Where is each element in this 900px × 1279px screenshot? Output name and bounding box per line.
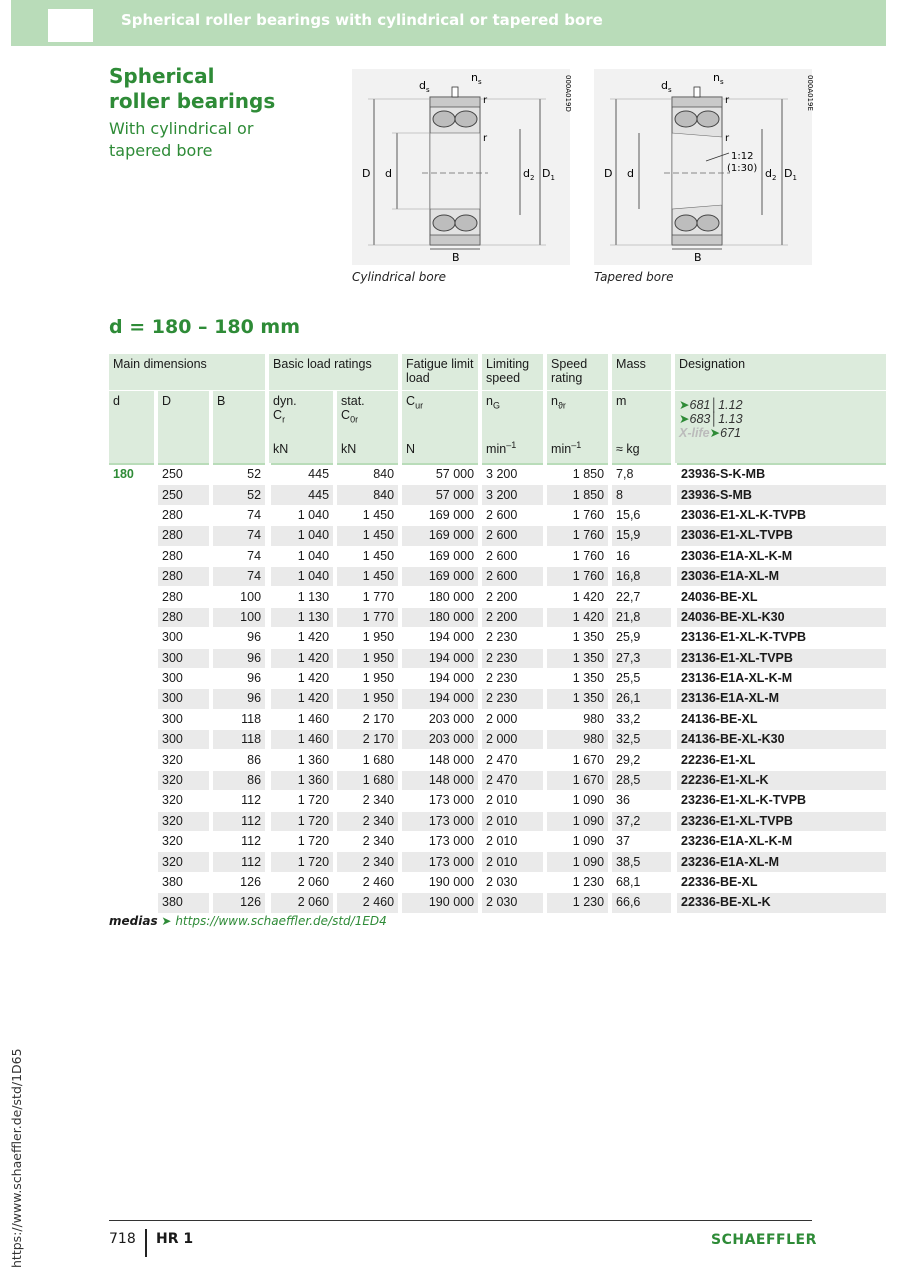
cell-cur: 148 000 xyxy=(400,750,480,770)
cell-B: 118 xyxy=(211,709,265,729)
cell-nr: 1 230 xyxy=(545,893,610,913)
cell-B: 86 xyxy=(211,770,265,790)
cell-m: 16,8 xyxy=(610,566,671,586)
sub-B: B xyxy=(211,391,265,465)
cell-ng: 2 200 xyxy=(480,607,545,627)
cell-m: 33,2 xyxy=(610,709,671,729)
table-row xyxy=(109,505,886,525)
figure-caption-cylindrical: Cylindrical bore xyxy=(352,270,447,284)
cell-m: 36 xyxy=(610,791,671,811)
cell-cr: 1 130 xyxy=(269,587,335,607)
table-row xyxy=(109,648,886,668)
cell-m: 7,8 xyxy=(610,464,671,485)
page-subtitle-line-2: tapered bore xyxy=(109,141,213,160)
page-number: 718 xyxy=(109,1231,136,1247)
cell-cr: 1 040 xyxy=(269,566,335,586)
cell-D: 300 xyxy=(156,689,211,709)
cell-designation: 23136-E1A-XL-M xyxy=(675,689,886,709)
cell-cur: 169 000 xyxy=(400,566,480,586)
cell-cur: 194 000 xyxy=(400,648,480,668)
cell-B: 86 xyxy=(211,750,265,770)
cell-m: 38,5 xyxy=(610,852,671,872)
cell-m: 15,6 xyxy=(610,505,671,525)
cell-nr: 980 xyxy=(545,709,610,729)
cell-cur: 194 000 xyxy=(400,689,480,709)
unit-speed: $\min^{-1}$ xyxy=(551,439,582,456)
cell-cr: 1 720 xyxy=(269,832,335,852)
cell-cur: 173 000 xyxy=(400,791,480,811)
table-row xyxy=(109,485,886,505)
cell-m: 29,2 xyxy=(610,750,671,770)
cell-nr: 1 090 xyxy=(545,811,610,831)
cell-cr: 1 420 xyxy=(269,628,335,648)
fig1-code: 000A019D xyxy=(564,75,572,112)
cell-B: 126 xyxy=(211,872,265,892)
cell-D: 320 xyxy=(156,852,211,872)
banner-title: Spherical roller bearings with cylindrical or tapered bore xyxy=(121,11,603,29)
footer-section: HR 1 xyxy=(156,1231,194,1247)
cell-designation: 24036-BE-XL xyxy=(675,587,886,607)
page-subtitle xyxy=(109,118,329,162)
footer-divider xyxy=(109,1220,812,1221)
page-subtitle-line-1: With cylindrical or xyxy=(109,119,254,138)
table-row xyxy=(109,566,886,586)
cell-nr: 1 850 xyxy=(545,485,610,505)
ref-3: X-life➤671 xyxy=(679,426,741,440)
cell-cur: 190 000 xyxy=(400,872,480,892)
medias-link[interactable]: medias ➤ https://www.schaeffler.de/std/1ED4 xyxy=(109,914,387,928)
cell-d: 180 xyxy=(109,464,156,913)
cell-B: 112 xyxy=(211,791,265,811)
cell-c0r: 2 340 xyxy=(335,811,400,831)
table-row xyxy=(109,811,886,831)
cell-c0r: 1 680 xyxy=(335,770,400,790)
cell-designation: 23136-E1A-XL-K-M xyxy=(675,668,886,688)
cell-D: 300 xyxy=(156,648,211,668)
cell-B: 96 xyxy=(211,648,265,668)
fig2-taper-ratio: 1:12 xyxy=(731,151,754,162)
fig1-label-ns: $n_s$ xyxy=(471,71,482,86)
table-row xyxy=(109,546,886,566)
cell-m: 26,1 xyxy=(610,689,671,709)
cell-cr: 1 720 xyxy=(269,852,335,872)
cell-B: 96 xyxy=(211,668,265,688)
cell-nr: 1 090 xyxy=(545,832,610,852)
fig1-label-D: D xyxy=(362,167,371,180)
cell-designation: 23236-E1-XL-K-TVPB xyxy=(675,791,886,811)
header-mass: Mass xyxy=(610,354,671,391)
cell-designation: 22236-E1-XL-K xyxy=(675,770,886,790)
cell-B: 100 xyxy=(211,607,265,627)
table-body xyxy=(109,464,886,913)
header-basic-load-ratings: Basic load ratings xyxy=(269,354,400,391)
cell-B: 74 xyxy=(211,546,265,566)
table-row xyxy=(109,770,886,790)
cell-designation: 23036-E1-XL-TVPB xyxy=(675,526,886,546)
cell-cr: 1 360 xyxy=(269,750,335,770)
table-row xyxy=(109,668,886,688)
cell-cur: 203 000 xyxy=(400,730,480,750)
cell-c0r: 1 950 xyxy=(335,648,400,668)
sub-nr: $n_{ϑr}$ $\min^{-1}$ xyxy=(545,391,610,465)
cell-B: 118 xyxy=(211,730,265,750)
cell-ng: 2 600 xyxy=(480,526,545,546)
cell-cur: 57 000 xyxy=(400,464,480,485)
cell-ng: 2 030 xyxy=(480,872,545,892)
cell-c0r: 2 340 xyxy=(335,852,400,872)
cell-m: 37 xyxy=(610,832,671,852)
cell-c0r: 1 450 xyxy=(335,505,400,525)
cell-cur: 169 000 xyxy=(400,546,480,566)
cell-designation: 22336-BE-XL-K xyxy=(675,893,886,913)
cell-ng: 2 010 xyxy=(480,811,545,831)
cell-cur: 180 000 xyxy=(400,607,480,627)
cell-nr: 1 350 xyxy=(545,689,610,709)
cell-nr: 1 760 xyxy=(545,505,610,525)
cell-B: 52 xyxy=(211,464,265,485)
sub-dyn: dyn. $C_r$ kN xyxy=(269,391,335,465)
cell-B: 112 xyxy=(211,832,265,852)
header-designation: Designation xyxy=(675,354,886,391)
cell-cur: 169 000 xyxy=(400,505,480,525)
fig2-label-D: D xyxy=(604,167,613,180)
cell-m: 22,7 xyxy=(610,587,671,607)
cell-designation: 23936-S-MB xyxy=(675,485,886,505)
cell-c0r: 840 xyxy=(335,464,400,485)
cell-B: 96 xyxy=(211,689,265,709)
ref-2: ➤683│1.13 xyxy=(679,412,743,426)
cell-D: 380 xyxy=(156,872,211,892)
cell-c0r: 1 450 xyxy=(335,566,400,586)
cell-ng: 2 000 xyxy=(480,730,545,750)
cell-c0r: 1 950 xyxy=(335,628,400,648)
cell-D: 300 xyxy=(156,730,211,750)
cell-cr: 1 720 xyxy=(269,791,335,811)
cell-cur: 169 000 xyxy=(400,526,480,546)
fig1-label-B: B xyxy=(452,251,460,264)
table-row xyxy=(109,587,886,607)
cell-m: 66,6 xyxy=(610,893,671,913)
figure-tapered-bore xyxy=(594,69,812,265)
cell-c0r: 2 460 xyxy=(335,872,400,892)
sub-ng: $n_G$ $\min^{-1}$ xyxy=(480,391,545,465)
page-title-line-1: Spherical xyxy=(109,64,215,88)
cell-designation: 23236-E1A-XL-M xyxy=(675,852,886,872)
cell-D: 250 xyxy=(156,485,211,505)
cell-cr: 445 xyxy=(269,464,335,485)
cell-c0r: 2 460 xyxy=(335,893,400,913)
cell-c0r: 1 770 xyxy=(335,587,400,607)
unit-fatigue: N xyxy=(406,442,416,456)
brand-logo: SCHAEFFLER xyxy=(711,1232,817,1248)
fig2-taper-ratio-alt: (1:30) xyxy=(727,163,758,174)
cell-c0r: 2 170 xyxy=(335,709,400,729)
table-grid-icon xyxy=(48,9,93,42)
table-row xyxy=(109,526,886,546)
cell-ng: 2 200 xyxy=(480,587,545,607)
sub-D: D xyxy=(156,391,211,465)
cell-m: 32,5 xyxy=(610,730,671,750)
header-speed-rating: Speed rating xyxy=(545,354,610,391)
cell-cr: 1 040 xyxy=(269,546,335,566)
cell-designation: 23236-E1-XL-TVPB xyxy=(675,811,886,831)
cell-nr: 1 760 xyxy=(545,546,610,566)
cell-cr: 1 360 xyxy=(269,770,335,790)
cell-m: 16 xyxy=(610,546,671,566)
cell-nr: 1 230 xyxy=(545,872,610,892)
sub-cur: $C_{ur}$ N xyxy=(400,391,480,465)
cell-designation: 23036-E1-XL-K-TVPB xyxy=(675,505,886,525)
cell-cur: 190 000 xyxy=(400,893,480,913)
cell-designation: 24136-BE-XL xyxy=(675,709,886,729)
cell-B: 96 xyxy=(211,628,265,648)
page-title xyxy=(109,64,329,114)
table-row xyxy=(109,628,886,648)
table-row xyxy=(109,852,886,872)
cell-ng: 2 470 xyxy=(480,770,545,790)
cell-designation: 23036-E1A-XL-M xyxy=(675,566,886,586)
footer-separator xyxy=(145,1229,147,1257)
cell-cr: 2 060 xyxy=(269,872,335,892)
cell-designation: 23036-E1A-XL-K-M xyxy=(675,546,886,566)
cell-D: 300 xyxy=(156,668,211,688)
header-banner xyxy=(11,0,886,46)
unit-stat: kN xyxy=(341,442,357,456)
cell-nr: 1 350 xyxy=(545,668,610,688)
cell-nr: 980 xyxy=(545,730,610,750)
cell-ng: 2 010 xyxy=(480,791,545,811)
sub-m: m ≈ kg xyxy=(610,391,671,465)
cell-designation: 23136-E1-XL-TVPB xyxy=(675,648,886,668)
table-row xyxy=(109,709,886,729)
tapered-bore-drawing xyxy=(594,69,812,265)
sub-stat: stat. $C_{0r}$ kN xyxy=(335,391,400,465)
table-row xyxy=(109,730,886,750)
cell-c0r: 2 340 xyxy=(335,832,400,852)
cell-nr: 1 090 xyxy=(545,852,610,872)
cell-m: 25,9 xyxy=(610,628,671,648)
cell-ng: 3 200 xyxy=(480,464,545,485)
cell-nr: 1 350 xyxy=(545,628,610,648)
table-row xyxy=(109,832,886,852)
cylindrical-bore-drawing xyxy=(352,69,570,265)
cell-c0r: 1 770 xyxy=(335,607,400,627)
cell-D: 280 xyxy=(156,566,211,586)
cell-B: 74 xyxy=(211,526,265,546)
bearing-table xyxy=(109,354,886,914)
cell-B: 74 xyxy=(211,505,265,525)
cell-nr: 1 670 xyxy=(545,750,610,770)
cell-nr: 1 090 xyxy=(545,791,610,811)
cell-cur: 173 000 xyxy=(400,811,480,831)
header-limiting-speed: Limiting speed xyxy=(480,354,545,391)
side-url[interactable]: https://www.schaeffler.de/std/1D65 xyxy=(9,1048,24,1268)
cell-designation: 23936-S-K-MB xyxy=(675,464,886,485)
cell-cr: 1 130 xyxy=(269,607,335,627)
fig2-label-D1: $D_1$ xyxy=(784,167,797,182)
cell-D: 280 xyxy=(156,505,211,525)
table-row xyxy=(109,689,886,709)
cell-cur: 180 000 xyxy=(400,587,480,607)
cell-B: 74 xyxy=(211,566,265,586)
fig2-label-r-inner: r xyxy=(725,133,730,144)
cell-designation: 22336-BE-XL xyxy=(675,872,886,892)
cell-nr: 1 760 xyxy=(545,526,610,546)
cell-nr: 1 420 xyxy=(545,607,610,627)
cell-D: 380 xyxy=(156,893,211,913)
cell-c0r: 1 680 xyxy=(335,750,400,770)
cell-nr: 1 420 xyxy=(545,587,610,607)
cell-B: 100 xyxy=(211,587,265,607)
fig2-code: 000A019E xyxy=(806,75,814,111)
range-title: d = 180 – 180 mm xyxy=(109,316,301,338)
cell-c0r: 1 450 xyxy=(335,546,400,566)
unit-mass: ≈ kg xyxy=(616,442,640,456)
cell-D: 300 xyxy=(156,628,211,648)
cell-D: 300 xyxy=(156,709,211,729)
medias-url[interactable]: https://www.schaeffler.de/std/1ED4 xyxy=(175,914,387,928)
cell-D: 320 xyxy=(156,750,211,770)
cell-cr: 1 420 xyxy=(269,668,335,688)
cell-c0r: 2 340 xyxy=(335,791,400,811)
fig2-label-r-top: r xyxy=(725,95,730,106)
cell-cur: 203 000 xyxy=(400,709,480,729)
cell-cur: 194 000 xyxy=(400,668,480,688)
cell-D: 250 xyxy=(156,464,211,485)
fig1-label-d2: $d_2$ xyxy=(523,167,535,182)
cell-cr: 1 720 xyxy=(269,811,335,831)
cell-c0r: 1 950 xyxy=(335,668,400,688)
table-row xyxy=(109,750,886,770)
cell-nr: 1 350 xyxy=(545,648,610,668)
header-main-dimensions: Main dimensions xyxy=(109,354,265,391)
cell-m: 21,8 xyxy=(610,607,671,627)
x-life-logo: X-life xyxy=(679,426,710,440)
cell-m: 8 xyxy=(610,485,671,505)
cell-D: 280 xyxy=(156,587,211,607)
cell-c0r: 2 170 xyxy=(335,730,400,750)
cell-designation: 22236-E1-XL xyxy=(675,750,886,770)
cell-c0r: 1 950 xyxy=(335,689,400,709)
cell-ng: 2 030 xyxy=(480,893,545,913)
cell-ng: 2 230 xyxy=(480,628,545,648)
cell-cr: 445 xyxy=(269,485,335,505)
cell-D: 280 xyxy=(156,607,211,627)
cell-m: 68,1 xyxy=(610,872,671,892)
cell-cr: 1 460 xyxy=(269,730,335,750)
cell-B: 52 xyxy=(211,485,265,505)
figure-caption-tapered: Tapered bore xyxy=(594,270,674,284)
fig1-label-D1: $D_1$ xyxy=(542,167,555,182)
cell-ng: 2 230 xyxy=(480,689,545,709)
cell-cur: 173 000 xyxy=(400,832,480,852)
figure-cylindrical-bore xyxy=(352,69,570,265)
cell-D: 320 xyxy=(156,832,211,852)
fig2-label-ns: $n_s$ xyxy=(713,71,724,86)
cell-D: 280 xyxy=(156,546,211,566)
cell-ng: 2 600 xyxy=(480,546,545,566)
cell-cr: 2 060 xyxy=(269,893,335,913)
cell-D: 320 xyxy=(156,770,211,790)
cell-designation: 24136-BE-XL-K30 xyxy=(675,730,886,750)
cell-ng: 2 600 xyxy=(480,505,545,525)
cell-D: 320 xyxy=(156,811,211,831)
cell-cr: 1 460 xyxy=(269,709,335,729)
cell-B: 112 xyxy=(211,811,265,831)
cell-nr: 1 850 xyxy=(545,464,610,485)
cell-c0r: 840 xyxy=(335,485,400,505)
cell-designation: 23136-E1-XL-K-TVPB xyxy=(675,628,886,648)
fig1-label-r-top: r xyxy=(483,95,488,106)
cell-cr: 1 040 xyxy=(269,505,335,525)
cell-cur: 57 000 xyxy=(400,485,480,505)
cell-m: 28,5 xyxy=(610,770,671,790)
designation-references xyxy=(675,391,886,465)
cell-ng: 3 200 xyxy=(480,485,545,505)
fig2-label-d: d xyxy=(627,167,634,180)
fig1-label-ds: $d_s$ xyxy=(419,79,430,94)
cell-cr: 1 040 xyxy=(269,526,335,546)
table-row xyxy=(109,607,886,627)
fig1-label-r-inner: r xyxy=(483,133,488,144)
cell-nr: 1 760 xyxy=(545,566,610,586)
page-title-line-2: roller bearings xyxy=(109,89,276,113)
cell-designation: 23236-E1A-XL-K-M xyxy=(675,832,886,852)
cell-cr: 1 420 xyxy=(269,689,335,709)
cell-ng: 2 000 xyxy=(480,709,545,729)
cell-ng: 2 230 xyxy=(480,648,545,668)
cell-ng: 2 600 xyxy=(480,566,545,586)
cell-D: 320 xyxy=(156,791,211,811)
cell-ng: 2 010 xyxy=(480,832,545,852)
cell-designation: 24036-BE-XL-K30 xyxy=(675,607,886,627)
cell-ng: 2 470 xyxy=(480,750,545,770)
cell-cur: 148 000 xyxy=(400,770,480,790)
cell-m: 15,9 xyxy=(610,526,671,546)
fig2-label-d2: $d_2$ xyxy=(765,167,777,182)
table-row xyxy=(109,464,886,485)
table-row xyxy=(109,872,886,892)
table-row xyxy=(109,893,886,913)
unit-limiting: $\min^{-1}$ xyxy=(486,439,517,456)
cell-m: 37,2 xyxy=(610,811,671,831)
cell-m: 27,3 xyxy=(610,648,671,668)
cell-ng: 2 230 xyxy=(480,668,545,688)
cell-cur: 194 000 xyxy=(400,628,480,648)
table-row xyxy=(109,791,886,811)
fig1-label-d: d xyxy=(385,167,392,180)
cell-m: 25,5 xyxy=(610,668,671,688)
header-fatigue-limit-load: Fatigue limit load xyxy=(400,354,480,391)
sub-d: d xyxy=(109,391,156,465)
cell-B: 112 xyxy=(211,852,265,872)
cell-D: 280 xyxy=(156,526,211,546)
fig2-label-B: B xyxy=(694,251,702,264)
cell-cur: 173 000 xyxy=(400,852,480,872)
cell-B: 126 xyxy=(211,893,265,913)
ref-1: ➤681│1.12 xyxy=(679,398,743,412)
cell-cr: 1 420 xyxy=(269,648,335,668)
cell-nr: 1 670 xyxy=(545,770,610,790)
unit-dyn: kN xyxy=(273,442,289,456)
fig2-label-ds: $d_s$ xyxy=(661,79,672,94)
cell-c0r: 1 450 xyxy=(335,526,400,546)
cell-ng: 2 010 xyxy=(480,852,545,872)
